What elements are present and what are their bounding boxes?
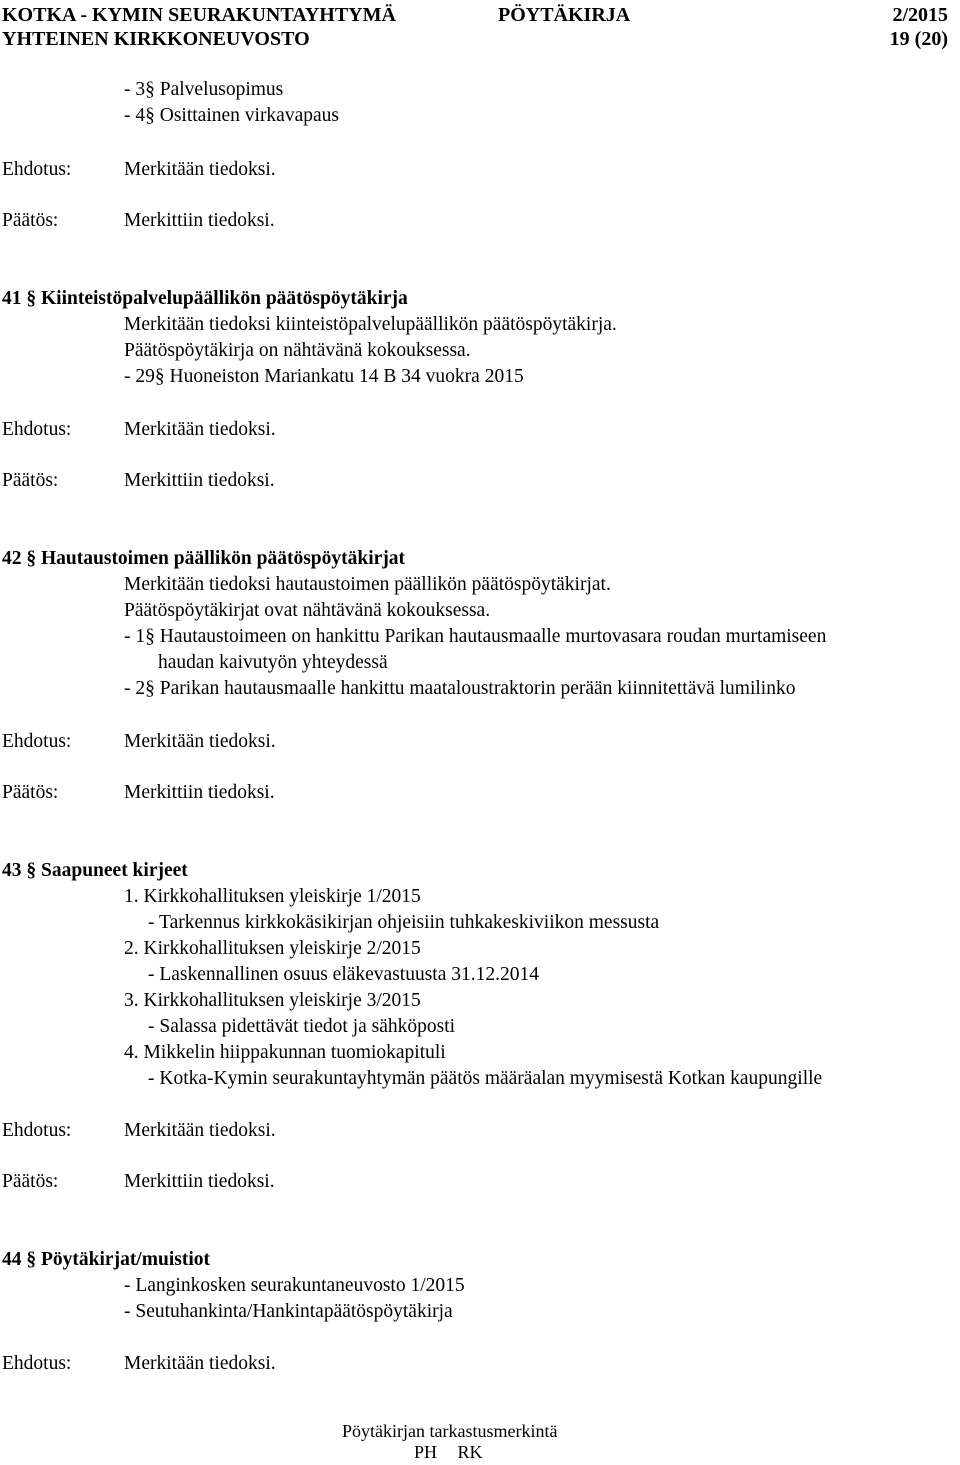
section-line: - Langinkosken seurakuntaneuvosto 1/2015 xyxy=(124,1275,465,1296)
list-item: - 4§ Osittainen virkavapaus xyxy=(124,105,339,126)
section-line: Päätöspöytäkirjat ovat nähtävänä kokouksessa. xyxy=(124,600,491,621)
section-line: - Tarkennus kirkkokäsikirjan ohjeisiin tuhkakeskiviikon messusta xyxy=(148,912,660,933)
ehdotus-text: Merkitään tiedoksi. xyxy=(124,159,276,180)
footer-initials: PH RK xyxy=(414,1442,483,1462)
section-title: 43 § Saapuneet kirjeet xyxy=(2,860,188,881)
paatos-text: Merkittiin tiedoksi. xyxy=(124,782,275,803)
paatos-text: Merkittiin tiedoksi. xyxy=(124,1171,275,1192)
ehdotus-text: Merkitään tiedoksi. xyxy=(124,419,276,440)
section-line: - Kotka-Kymin seurakuntayhtymän päätös määräalan myymisestä Kotkan kaupungille xyxy=(148,1068,823,1089)
paatos-label: Päätös: xyxy=(2,782,59,803)
page-number: 19 (20) xyxy=(889,28,948,50)
section-line: - 1§ Hautaustoimeen on hankittu Parikan hautausmaalle murtovasara roudan murtamiseen xyxy=(124,626,827,647)
ehdotus-label: Ehdotus: xyxy=(2,1120,72,1141)
org-name: KOTKA - KYMIN SEURAKUNTAYHTYMÄ xyxy=(2,4,396,26)
doc-type: PÖYTÄKIRJA xyxy=(498,4,631,26)
section-line: - Seutuhankinta/Hankintapäätöspöytäkirja xyxy=(124,1301,453,1322)
ehdotus-label: Ehdotus: xyxy=(2,1353,72,1374)
section-title: 42 § Hautaustoimen päällikön päätöspöytäkirjat xyxy=(2,548,406,569)
section-line: 3. Kirkkohallituksen yleiskirje 3/2015 xyxy=(124,990,421,1011)
paatos-label: Päätös: xyxy=(2,470,59,491)
ehdotus-label: Ehdotus: xyxy=(2,419,72,440)
section-line: Merkitään tiedoksi kiinteistöpalvelupäällikön päätöspöytäkirja. xyxy=(124,314,617,335)
section-line: - Salassa pidettävät tiedot ja sähköposti xyxy=(148,1016,456,1037)
paatos-text: Merkittiin tiedoksi. xyxy=(124,210,275,231)
section-line: - 29§ Huoneiston Mariankatu 14 B 34 vuokra 2015 xyxy=(124,366,524,387)
section-title: 44 § Pöytäkirjat/muistiot xyxy=(2,1249,210,1270)
section-title: 41 § Kiinteistöpalvelupäällikön päätöspöytäkirja xyxy=(2,288,408,309)
section-line: 2. Kirkkohallituksen yleiskirje 2/2015 xyxy=(124,938,421,959)
ehdotus-label: Ehdotus: xyxy=(2,731,72,752)
section-line: Päätöspöytäkirja on nähtävänä kokouksessa. xyxy=(124,340,471,361)
section-line: Merkitään tiedoksi hautaustoimen päällikön päätöspöytäkirjat. xyxy=(124,574,611,595)
footer-label: Pöytäkirjan tarkastusmerkintä xyxy=(342,1421,558,1441)
paatos-label: Päätös: xyxy=(2,210,59,231)
council-name: YHTEINEN KIRKKONEUVOSTO xyxy=(2,28,310,50)
section-line: - Laskennallinen osuus eläkevastuusta 31.12.2014 xyxy=(148,964,539,985)
section-line: haudan kaivutyön yhteydessä xyxy=(158,652,388,673)
paatos-text: Merkittiin tiedoksi. xyxy=(124,470,275,491)
paatos-label: Päätös: xyxy=(2,1171,59,1192)
ehdotus-text: Merkitään tiedoksi. xyxy=(124,1120,276,1141)
ehdotus-text: Merkitään tiedoksi. xyxy=(124,731,276,752)
section-line: 4. Mikkelin hiippakunnan tuomiokapituli xyxy=(124,1042,446,1063)
doc-number: 2/2015 xyxy=(892,4,948,26)
section-line: 1. Kirkkohallituksen yleiskirje 1/2015 xyxy=(124,886,421,907)
ehdotus-label: Ehdotus: xyxy=(2,159,72,180)
ehdotus-text: Merkitään tiedoksi. xyxy=(124,1353,276,1374)
section-line: - 2§ Parikan hautausmaalle hankittu maataloustraktorin perään kiinnitettävä lumilinko xyxy=(124,678,796,699)
list-item: - 3§ Palvelusopimus xyxy=(124,79,284,100)
